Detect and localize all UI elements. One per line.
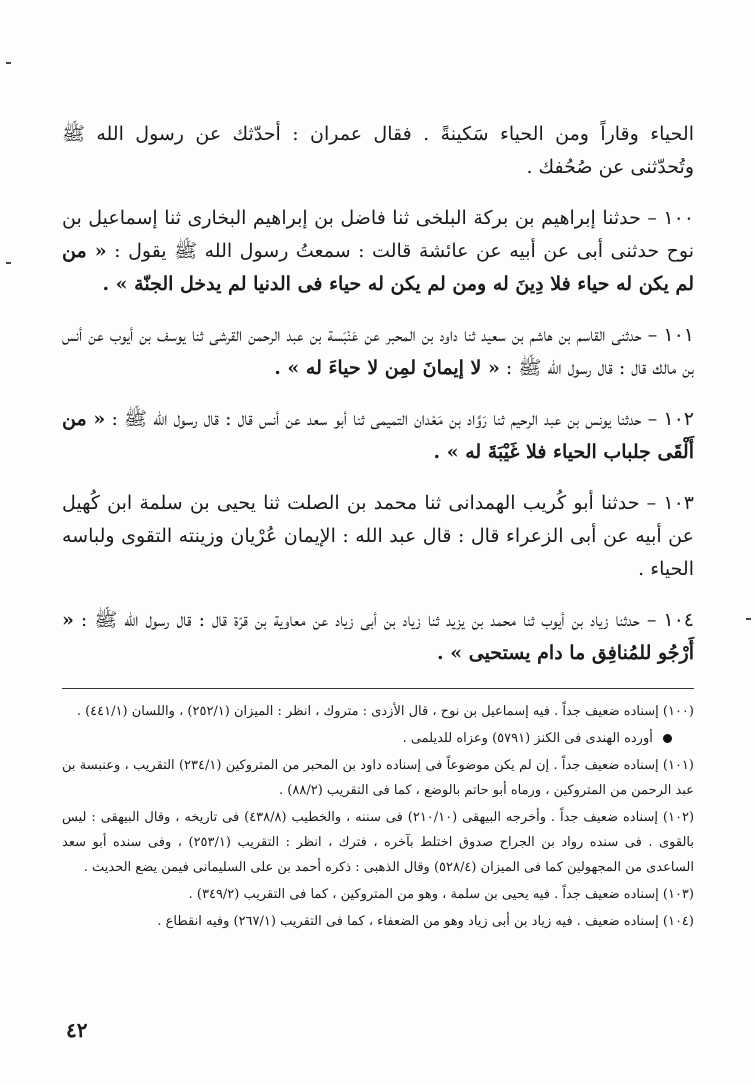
intro-paragraph: الحياء وقاراً ومن الحياء سَكينةً . فقال عمران : أحدّثك عن رسول الله ﷺ وتُحدّثنى عن صُحُفك . bbox=[62, 123, 694, 178]
hadith-text: ١٠٢ – حدثنا يونس بن عبد الرحيم ثنا رَوَّاد بن مَعْدان التميمى ثنا أبو سعد عن أنس قال : قال رسول الله ﷺ : bbox=[111, 408, 695, 430]
footnote-100: (١٠٠) إسناده ضعيف جداً . فيه إسماعيل بن نوح ، قال الأزدى : متروك ، انظر : الميزان (٢٥٢/١) ، واللسان (٤٤١/١) . bbox=[76, 704, 694, 719]
hadith-103 bbox=[62, 487, 694, 586]
hadith-text: ١٠١ – حدثنى القاسم بن هاشم بن سعيد ثنا داود بن المحبر عن عَنْبَسة بن عبد الرحمن القرشى ثنا يوسف بن أيوب عن أنس بن مالك قال : قال رسول الله ﷺ : bbox=[62, 324, 694, 379]
footnote-103: (١٠٣) إسناده ضعيف جداً . فيه يحيى بن سلمة ، وهو من المتروكين ، كما فى التقريب (٣٤٩/٢) . bbox=[188, 887, 694, 902]
margin-mark bbox=[6, 62, 11, 64]
footnote-text: أورده الهندى فى الكنز (٥٧٩١) وعزاه للديلمى . bbox=[402, 731, 653, 746]
hadith-text: ١٠٠ – حدثنا إبراهيم بن بركة البلخى ثنا فاضل بن إبراهيم البخارى ثنا إسماعيل بن نوح حدثنى أبى عن أبيه عن عائشة قالت : سمعتُ رسول الله ﷺ يقول : bbox=[62, 207, 695, 262]
bullet-icon bbox=[663, 734, 672, 743]
hadith-quote: « من أَلْقَى جلباب الحياء فلا غَيْبَةَ له » . bbox=[62, 408, 694, 463]
hadith-text: ١٠٣ – حدثنا أبو كُريب الهمدانى ثنا محمد بن الصلت ثنا يحيى بن سلمة ابن كُهيل عن أبيه عن أبى الزعراء قال : قال عبد الله : الإيمان عُرْيان وزينته التقوى ولباسه الحياء . bbox=[62, 492, 694, 580]
hadith-101 bbox=[62, 319, 694, 385]
footnote-100-note bbox=[62, 726, 694, 751]
margin-mark bbox=[746, 618, 751, 620]
hadith-102 bbox=[62, 403, 694, 469]
footnote-divider bbox=[62, 688, 694, 689]
page-number: ٤٢ bbox=[66, 1018, 88, 1042]
hadith-text: ١٠٤ – حدثنا زياد بن أيوب ثنا محمد بن يزيد ثنا زياد بن أبى زياد عن معاوية بن قرّة قال : قال رسول الله ﷺ : bbox=[80, 609, 694, 631]
margin-mark bbox=[6, 262, 11, 264]
footnote-104: (١٠٤) إسناده ضعيف . فيه زياد بن أبى زياد وهو من الضعفاء ، كما فى التقريب (٢٦٧/١) وفيه انقطاع . bbox=[157, 914, 694, 929]
hadith-quote: « من لم يكن له حياء فلا دِينَ له ومن لم يكن له حياء فى الدنيا لم يدخل الجنّة » . bbox=[62, 240, 694, 295]
hadith-104 bbox=[62, 604, 694, 670]
page-body bbox=[62, 118, 694, 934]
hadith-quote: « أَرْجُو للمُنافِق ما دام يستحيى » . bbox=[62, 609, 694, 664]
footnote-102: (١٠٢) إسناده ضعيف جداً . وأخرجه البيهقى (٢١٠/١٠) فى سننه ، والخطيب (٤٣٨/٨) فى تاريخه ، وقال البيهقى : ليس بالقوى . فى سنده رواد بن الجراح صدوق اختلط بآخره ، فترك ، انظر : التقريب (٢٥٣/١) ، وفى سنده أبو سعد الساعدى من المجهولين كما فى الميزان (٥٢٨/٤) وقال الذهبى : ذكره أحمد بن على السليمانى فيمن يضع الحديث . bbox=[62, 810, 695, 875]
hadith-quote: « لا إيمانَ لمِن لا حياءَ له » . bbox=[274, 357, 500, 379]
footnote-101: (١٠١) إسناده ضعيف جداً . إن لم يكن موضوعاً فى إسناده داود بن المحبر من المتروكين (٢٣٤/١) التقريب ، وعنبسة بن عبد الرحمن من المتروكين ، ورماه أبو حاتم بالوضع ، كما فى التقريب (٨٨/٢) . bbox=[62, 758, 694, 798]
hadith-100 bbox=[62, 202, 694, 301]
